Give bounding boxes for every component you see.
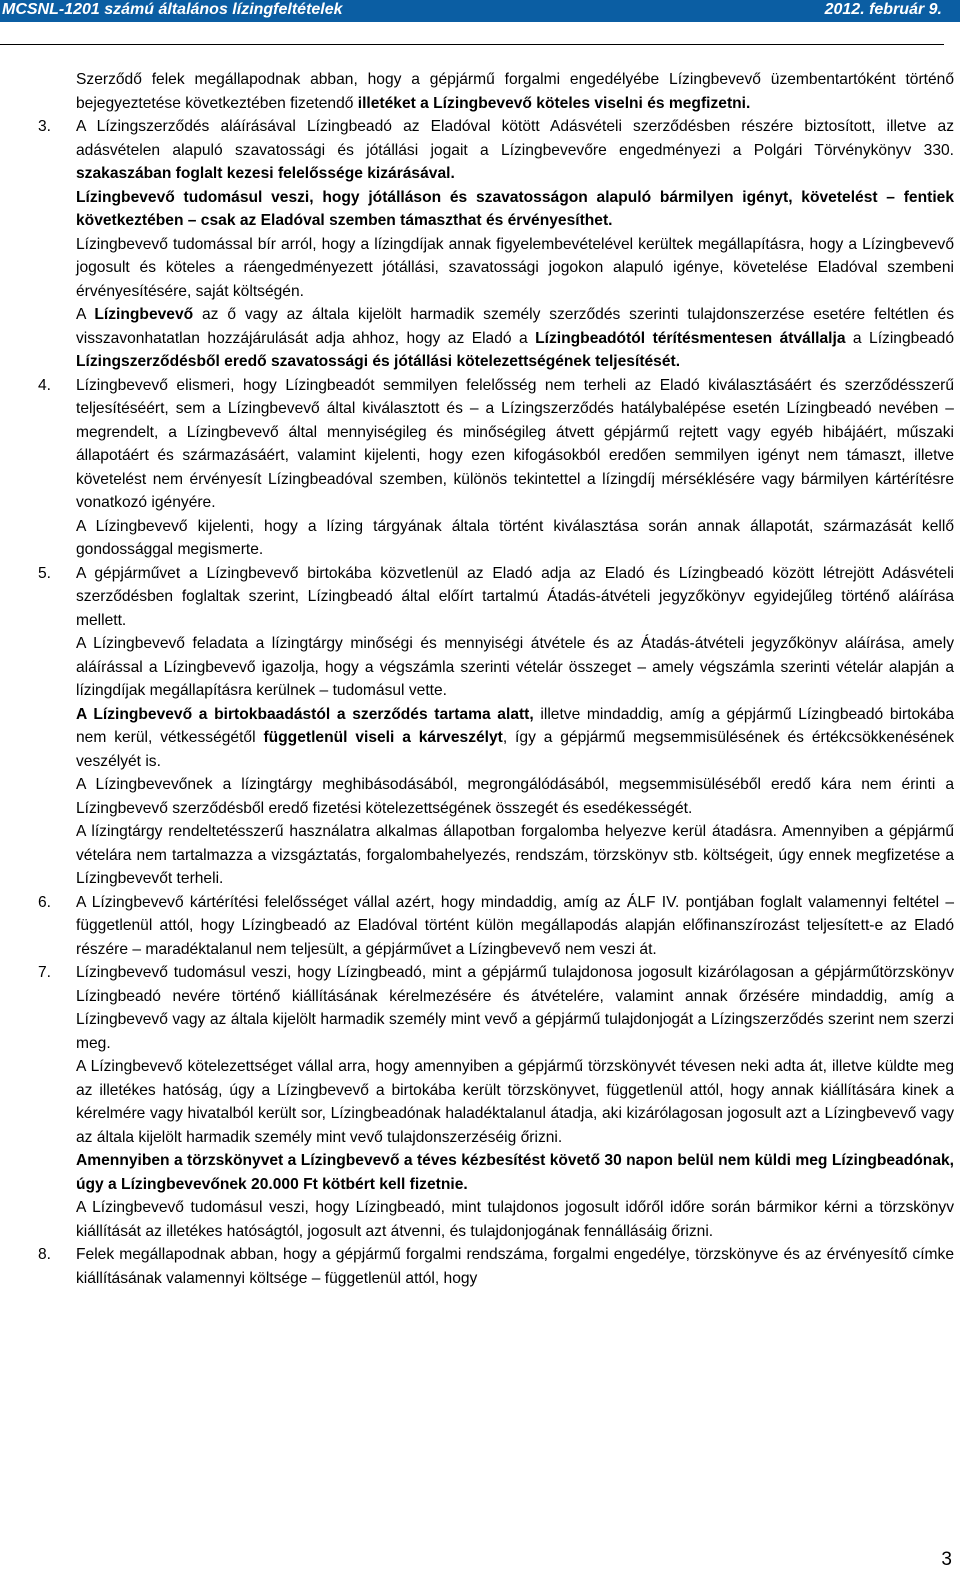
section-number: 3. [38, 118, 52, 135]
section-number: 7. [38, 964, 52, 981]
section-number: 6. [38, 893, 52, 911]
header-rule [0, 44, 944, 45]
paragraph-text: A Lízingbevevő kijelenti, hogy a lízing tárgyának általa történt kiválasztása során annak állapotát, származását kellő gondossággal megismerte. [76, 517, 954, 558]
paragraph [0, 773, 960, 820]
paragraph-text: Lízingbevevő elismeri, hogy Lízingbeadót semmilyen felelősség nem terheli az Eladó kiválasztásáért és szerződésszerű teljesítéséért, sem a Lízingbevevő által kiválasztott és – a Lízingszerződés hatálybalépése esetén Lízingbeadó nevében – megrendelt, a Lízingbevevő által mennyiségileg és minőségileg átvett gépjármű rejtett vagy egyéb hibájáért, műszaki állapotáért és származásáért, valamint kijelenti, hogy ezen kifogásokból eredően semmilyen igényt nem támaszt, illetve követelést nem érvényesít Lízingbeadóval szemben, különös tekintettel a lízingdíj mérséklésére vagy bármilyen kártérítésre vonatkozó igényére. [76, 376, 954, 511]
paragraph-text: A Lízingbevevő tudomásul veszi, hogy Lízingbeadó, mint tulajdonos jogosult időről időre során bármikor kérni a törzskönyv kiállítását az illetékes hatóságtól, jogosult azt átvenni, és tulajdonjogának fennállásáig őrizni. [76, 1199, 954, 1240]
paragraph-text: A Lízingbevevő kötelezettséget vállal arra, hogy amennyiben a gépjármű törzskönyvét tévesen neki adta át, illetve küldte meg az illetékes hatóság, úgy a Lízingbevevő a birtokába került törzskönyvet, függetlenül attól, hogy annak kiállítására kinek a kérelmére vagy hivatalból került sor, Lízingbeadónak haladéktalanul átadja, aki kizárólagosan jogosult azt a Lízingbevevő vagy az általa kijelölt harmadik személy mint vevő tulajdonszerzéséig őrizni. [76, 1058, 954, 1146]
paragraph [0, 562, 960, 633]
paragraph [0, 1055, 960, 1149]
page-header [0, 0, 960, 22]
paragraph-text: A Lízingbevevő kártérítési felelősséget vállal azért, hogy mindaddig, amíg az ÁLF IV. pontjában foglalt valamennyi feltétel – függetlenül attól, hogy Lízingbeadó az Eladóval történt külön megállapodás alapján előfinanszírozást teljesített-e az Eladó részére – maradéktalanul nem teljesült, a gépjárművet a Lízingbevevő nem veszi át. [76, 893, 954, 958]
paragraph-text: A Lízingbevevő feladata a lízingtárgy minőségi és mennyiségi átvétele és az Átadás-átvételi jegyzőkönyv aláírása, amely aláírással a Lízingbevevő igazolja, hogy a végszámla szerinti vételár összeget – amely végszámla szerinti vételár alapján a lízingdíjak megállapításra kerülnek – tudomásul vette. [76, 635, 954, 699]
paragraph [0, 703, 960, 774]
paragraph [0, 515, 960, 562]
paragraph [0, 1149, 960, 1196]
paragraph [0, 891, 960, 962]
paragraph [0, 961, 960, 1055]
paragraph-text: A Lízingbevevő a birtokbaadástól a szerződés tartama alatt, illetve mindaddig, amíg a gépjármű Lízingbeadó birtokába nem kerül, vétkességétől függetlenül viseli a kárveszélyt, így a gépjármű megsemmisülésének és értékcsökkenésének veszélyét is. [76, 705, 954, 770]
paragraph [0, 1196, 960, 1243]
paragraph [0, 233, 960, 304]
paragraph-text: A Lízingbevevőnek a lízingtárgy meghibásodásából, megrongálódásából, megsemmisüléséből eredő kára nem érinti a Lízingbevevő szerződésből eredő fizetési kötelezettségének összegét és esedékességét. [76, 776, 954, 817]
paragraph [0, 374, 960, 515]
section-number: 5. [38, 564, 52, 582]
section-number: 4. [38, 376, 52, 394]
document-body [0, 68, 960, 1290]
paragraph-text: A gépjárművet a Lízingbevevő birtokába közvetlenül az Eladó adja az Eladó és Lízingbeadó között létrejött Adásvételi szerződésben foglaltak szerint, Lízingbeadó által előírt tartalmú Átadás-átvételi jegyzőkönyv egyidejűleg történő aláírása mellett. [76, 564, 954, 629]
paragraph-text: Lízingbevevő tudomásul veszi, hogy Lízingbeadó, mint a gépjármű tulajdonosa jogosult kizárólagosan a gépjárműtörzskönyv Lízingbeadó nevére történő kiállításának kérelmezésére és átvételére, valamint annak őrzésére mindaddig, amíg a Lízingbevevő vagy az általa kijelölt harmadik személy mint vevő a gépjármű tulajdonjogát a Lízingszerződés szerint nem szerzi meg. [76, 964, 954, 1052]
paragraph-text: A Lízingszerződés aláírásával Lízingbeadó az Eladóval kötött Adásvételi szerződésben részére biztosított, illetve az adásvételen alapuló szavatossági és jótállási jogait a Lízingbevevőre engedményezi a Polgári Törvénykönyv 330. szakaszában foglalt kezesi felelőssége kizárásával. [76, 118, 954, 182]
paragraph [0, 820, 960, 891]
paragraph [0, 1243, 960, 1290]
paragraph-text: Szerződő felek megállapodnak abban, hogy a gépjármű forgalmi engedélyébe Lízingbevevő üzembentartóként történő bejegyeztetése következtében fizetendő illetéket a Lízingbevevő köteles viselni és megfizetni. [76, 71, 954, 112]
paragraph [0, 186, 960, 233]
paragraph-text: A lízingtárgy rendeltetésszerű használatra alkalmas állapotban forgalomba helyezve kerül átadásra. Amennyiben a gépjármű vételára nem tartalmazza a vizsgáztatás, forgalombahelyezés, rendszám, törzskönyv stb. költségeit, úgy ennek megfizetése a Lízingbevevőt terheli. [76, 823, 954, 887]
paragraph-text: Amennyiben a törzskönyvet a Lízingbevevő a téves kézbesítést követő 30 napon belül nem küldi meg Lízingbeadónak, úgy a Lízingbevevőnek 20.000 Ft kötbért kell fizetnie. [76, 1152, 954, 1193]
paragraph [0, 303, 960, 374]
paragraph [0, 632, 960, 703]
paragraph [0, 115, 960, 186]
paragraph [0, 68, 960, 115]
paragraph-text: Lízingbevevő tudomással bír arról, hogy a lízingdíjak annak figyelembevételével kerültek megállapításra, hogy a Lízingbevevő jogosult és köteles a ráengedményezett jótállási, szavatossági jogokon alapuló igénye, követelése Eladóval szembeni érvényesítésére, saját költségén. [76, 235, 954, 300]
paragraph-text: A Lízingbevevő az ő vagy az általa kijelölt harmadik személy szerződés szerinti tulajdonszerzése esetére feltétlen és visszavonhatatlan hozzájárulását adja ahhoz, hogy az Eladó a Lízingbeadótól térítésmentesen átvállalja a Lízingbeadó Lízingszerződésből eredő szavatossági és jótállási kötelezettségének teljesítését. [76, 306, 955, 370]
paragraph-text: Felek megállapodnak abban, hogy a gépjármű forgalmi rendszáma, forgalmi engedélye, törzskönyve és az érvényesítő címke kiállításának valamennyi költsége – függetlenül attól, hogy [76, 1246, 954, 1287]
document-title: MCSNL-1201 számú általános lízingfeltételek [2, 1, 343, 18]
paragraph-text: Lízingbevevő tudomásul veszi, hogy jótálláson és szavatosságon alapuló bármilyen igényt, követelést – fentiek következtében – csak az Eladóval szemben támaszthat és érvényesíthet. [76, 188, 954, 229]
page-number: 3 [941, 1549, 952, 1570]
section-number: 8. [38, 1246, 52, 1263]
document-date: 2012. február 9. [824, 1, 942, 18]
